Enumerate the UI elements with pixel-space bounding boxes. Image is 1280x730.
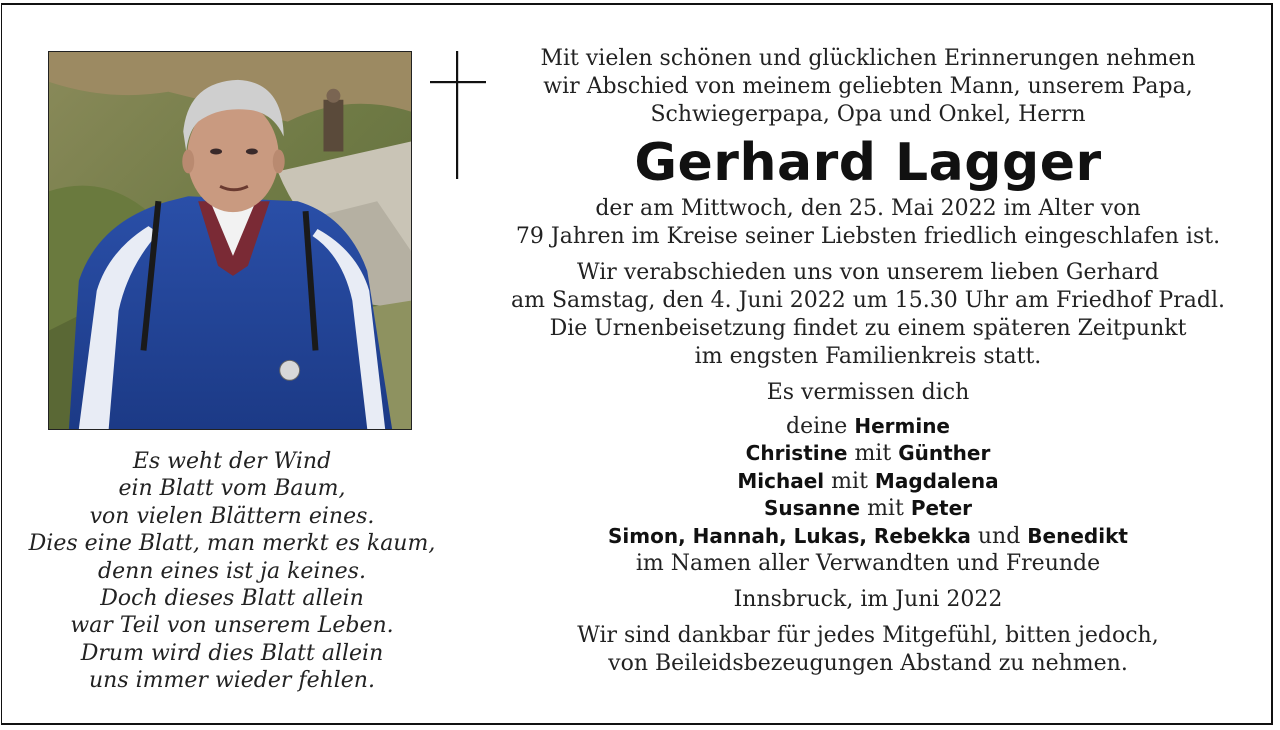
funeral-line: im engsten Familienkreis statt. [694,344,1042,369]
mourner-connector: mit [867,496,904,521]
portrait-photo [48,51,412,430]
mourner-connector: mit [831,468,868,494]
mourner-grandchildren [510,523,1226,551]
poem-line: denn eines ist ja keines. [98,558,366,584]
poem-line: Drum wird dies Blatt allein [80,640,384,666]
poem-line: Dies eine Blatt, man merkt es kaum, [28,531,436,557]
notice-text [510,45,1226,678]
intro-line: Mit vielen schönen und glücklichen Erinnerungen nehmen [540,46,1196,71]
poem-line: Es weht der Wind [132,449,332,474]
mourner-name: Michael [737,468,825,493]
funeral-info [510,259,1226,371]
mourner-name: Peter [910,496,973,520]
mourner-name: Magdalena [874,468,999,493]
intro-text [510,45,1226,129]
funeral-line: Die Urnenbeisetzung findet zu einem späteren Zeitpunkt [549,316,1187,341]
mourner-couple [510,440,1226,468]
mourner-spouse [510,413,1226,441]
cross-icon [430,51,486,179]
deceased-name: Gerhard Lagger [634,133,1102,193]
mourners-list [510,379,1226,578]
place-date: Innsbruck, im Juni 2022 [733,586,1003,612]
mourner-name: Benedikt [1027,523,1128,548]
mourner-prefix: deine [786,413,848,439]
mourner-connector: mit [854,441,892,466]
death-info-line: der am Mittwoch, den 25. Mai 2022 im Alter von [595,196,1141,221]
closing-line: Wir sind dankbar für jedes Mitgefühl, bitten jedoch, [577,622,1159,648]
mourners-relatives: im Namen aller Verwandten und Freunde [635,551,1101,576]
mourner-couple [510,495,1226,523]
poem-line: ein Blatt vom Baum, [118,476,346,502]
mourner-name: Christine [745,441,848,465]
poem-line: uns immer wieder fehlen. [89,668,375,694]
mourner-name: Günther [898,441,991,465]
closing-line: von Beileidsbezeugungen Abstand zu nehmen. [608,650,1128,676]
obituary-notice [1,3,1273,725]
mourners-intro: Es vermissen dich [766,380,970,405]
death-info [510,195,1226,251]
intro-line: wir Abschied von meinem geliebten Mann, unserem Papa, [543,74,1193,99]
intro-line: Schwiegerpapa, Opa und Onkel, Herrn [650,102,1086,127]
death-info-line: 79 Jahren im Kreise seiner Liebsten friedlich eingeschlafen ist. [515,224,1221,249]
memorial-poem [22,448,442,695]
funeral-line: am Samstag, den 4. Juni 2022 um 15.30 Uhr am Friedhof Pradl. [511,288,1225,313]
poem-line: war Teil von unserem Leben. [70,613,394,639]
mourner-name: Simon, Hannah, Lukas, Rebekka [608,523,971,548]
funeral-line: Wir verabschieden uns von unserem lieben Gerhard [577,260,1159,285]
mourner-name: Susanne [763,496,861,520]
mourner-couple [510,468,1226,496]
poem-line: von vielen Blättern eines. [89,503,375,529]
mourner-connector: und [977,523,1021,549]
portrait-image [49,52,411,429]
closing-text [510,622,1226,678]
mourner-name: Hermine [854,413,950,438]
poem-line: Doch dieses Blatt allein [100,586,364,612]
